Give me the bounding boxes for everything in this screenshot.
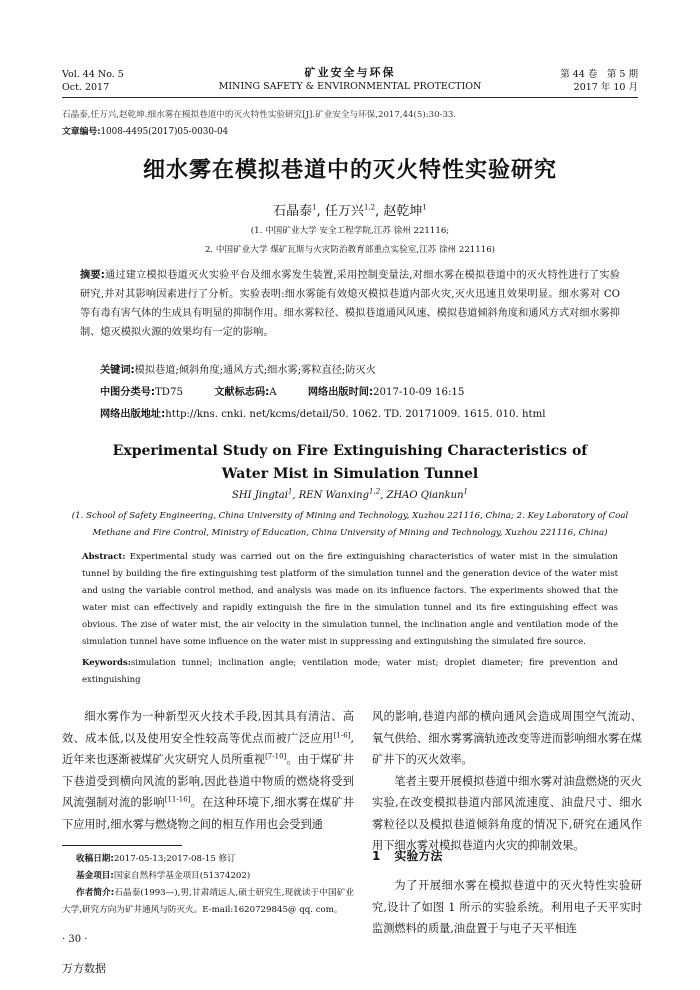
affiliation-en: (1. School of Safety Engineering, China University of Mining and Technology, Xuzhou 221116, China; 2. Key Laboratory of Coal Methane and Fire Control, Ministry of Education, China University of Mining and Technology, Xuzhou 221116, China) [71, 511, 629, 538]
clc-value: TD75 [155, 387, 183, 398]
article-number-label: 文章编号: [62, 127, 101, 137]
keywords-cn-label: 关键词: [100, 365, 135, 376]
section-title: 实验方法 [394, 849, 443, 863]
author-sup: 1,2 [363, 203, 376, 212]
clc-label: 中图分类号: [100, 387, 156, 398]
author-sup: 1 [287, 487, 293, 496]
date-cn: 2017 年 10 月 [573, 82, 638, 93]
date-en: Oct. 2017 [62, 82, 110, 93]
author-name: 任万兴 [324, 204, 364, 219]
text-run: 。在这种环境下,细水雾在煤矿井下应用时,细水雾与燃烧物之间的相互作用也会受到通 [62, 796, 354, 831]
author-name-en: SHI Jingtai [232, 490, 288, 501]
author-name: 石晶泰 [273, 204, 313, 219]
pub-url-link[interactable]: http://kns. cnki. net/kcms/detail/50. 1062. TD. 20171009. 1615. 010. html [165, 409, 546, 420]
author-bio-label: 作者简介: [76, 888, 115, 898]
abstract-cn [80, 266, 620, 342]
header-divider [62, 97, 638, 98]
author-name-en: ZHAO Qiankun [386, 490, 464, 501]
received-label: 收稿日期: [76, 854, 114, 864]
body-right-column-2 [372, 875, 642, 940]
section-heading [372, 847, 442, 864]
author-sup: 1 [422, 203, 427, 212]
abstract-cn-text: 通过建立模拟巷道灭火实验平台及细水雾发生装置,采用控制变量法,对细水雾在模拟巷道中的灭火特性进行了实验研究,并对其影响因素进行了分析。实验表明:细水雾能有效熄灭模拟巷道内部火灾,灭火迅速且效果明显。细水雾对 CO 等有毒有害气体的生成具有明显的抑制作用。细水雾粒径、模拟巷道通风风速、模拟巷道倾斜角度和通风方式对细水雾抑制、熄灭模拟火源的效果均有一定的影响。 [80, 270, 620, 338]
citation: 石晶泰,任万兴,赵乾坤.细水雾在模拟巷道中的灭火特性实验研究[J].矿业安全与环保,2017,44(5):30-33. [62, 110, 457, 120]
text-run: 。由于煤矿井下巷道受到横向风流的影响,因此巷道中物质的燃烧将受到风流强制对流的影响 [62, 753, 354, 809]
keywords-cn [100, 361, 376, 376]
header-volume [62, 68, 124, 94]
affiliations-cn [0, 222, 700, 260]
doc-code-value: A [269, 387, 277, 398]
journal-name-cn: 矿业安全与环保 [304, 66, 396, 79]
body-left-column [62, 706, 354, 835]
paragraph: 笔者主要开展模拟巷道中细水雾对油盘燃烧的灭火实验,在改变模拟巷道内部风流速度、油盘尺寸、细水雾粒径以及模拟巷道倾斜角度的情况下,研究在通风作用下细水雾对模拟巷道内火灾的抑制效果。 [372, 774, 642, 852]
footnote [62, 851, 354, 919]
author-sup: 1,2 [369, 487, 381, 496]
header-journal [180, 66, 520, 94]
volume-cn: 第 44 卷 第 5 期 [560, 69, 638, 80]
footnote-author [62, 885, 354, 919]
pub-time-label: 网络出版时间: [307, 387, 374, 398]
page-title-cn: 细水雾在模拟巷道中的灭火特性实验研究 [142, 158, 557, 183]
author-bio-value: 石晶泰(1993—),男,甘肃靖远人,硕士研究生,现就读于中国矿业大学,研究方向为矿井通风与防灭火。E-mail:1620729845@ qq. com。 [62, 888, 354, 915]
publication-url [100, 405, 546, 420]
authors-cn: 石晶泰$^1$, 任万兴$^{1,2}$, 赵乾坤$^1$ [273, 203, 427, 219]
volume-en: Vol. 44 No. 5 [62, 69, 124, 80]
journal-name-en: MINING SAFETY & ENVIRONMENTAL PROTECTION [218, 81, 482, 92]
affiliation-line: (1. 中国矿业大学 安全工程学院,江苏 徐州 221116; [250, 226, 450, 236]
author-sup: 1 [312, 203, 317, 212]
header-volume-cn [560, 68, 638, 94]
keywords-en [82, 655, 618, 689]
section-number: 1 [372, 849, 381, 863]
doc-code-label: 文献标志码: [214, 387, 270, 398]
author-name: 赵乾坤 [383, 204, 423, 219]
author-sup: 1 [463, 487, 468, 496]
watermark: 万方数据 [62, 962, 106, 975]
affiliation-line: 2. 中国矿业大学 煤矿瓦斯与火灾防治教育部重点实验室,江苏 徐州 221116) [204, 245, 496, 255]
body-right-column [372, 706, 642, 857]
keywords-en-label: Keywords: [82, 658, 131, 668]
received-value: 2017-05-13;2017-08-15 修订 [113, 854, 236, 864]
paragraph: 为了开展细水雾在模拟巷道中的灭火特性实验研究,设计了如图 1 所示的实验系统。利用电子天平实时监测燃料的质量,油盘置于与电子天平相连 [372, 879, 642, 935]
page-number: · 30 · [62, 934, 88, 945]
pub-url-label: 网络出版地址: [100, 409, 166, 420]
paragraph: 风的影响,巷道内部的横向通风会造成周围空气流动、氧气供给、细水雾雾滴轨迹改变等进而影响细水雾在煤矿井下的灭火效率。 [372, 710, 642, 766]
article-number [62, 124, 228, 137]
footnote-received [62, 851, 354, 868]
paragraph [62, 706, 354, 835]
pub-time-value: 2017-10-09 16:15 [373, 387, 465, 398]
page-title-en: Experimental Study on Fire Extinguishing Characteristics of Water Mist in Simulation Tunnel [112, 443, 588, 482]
fund-value: 国家自然科学基金项目(51374202) [113, 871, 251, 881]
abstract-en-text: Experimental study was carried out on the fire extinguishing characteristics of water mist in the simulation tunnel by building the fire extinguishing test platform of the simulation tunnel and the generation device of the water mist and using the variable control method, and analysis was made on its influence factors. The experiments showed that the water mist can effectively and rapidly extinguish the fire in the simulation tunnel and its fire extinguishing effect was obvious. The zise of water mist, the air velocity in the simulation tunnel, the inclination angle and ventilation mode of the simulation tunnel have some influence on the water mist in suppressing and extinguishing the simulated fire source. [82, 552, 619, 647]
author-name-en: REN Wanxing [298, 490, 370, 501]
keywords-cn-text: 模拟巷道;倾斜角度;通风方式;细水雾;雾粒直径;防灭火 [134, 365, 376, 376]
abstract-en [82, 549, 618, 651]
footnote-fund [62, 868, 354, 885]
classification-meta [100, 383, 464, 398]
text-run: ,近年来也逐渐被煤矿火灾研究人员所重视 [62, 731, 354, 766]
fund-label: 基金项目: [76, 871, 114, 881]
reference[interactable]: [7-10] [265, 752, 287, 761]
abstract-en-label: Abstract: [82, 552, 126, 562]
authors-en: SHI Jingtai$^1$, REN Wanxing$^{1,2}$, ZHAO Qiankun$^1$ [232, 487, 468, 501]
reference[interactable]: [11-16] [164, 795, 191, 804]
reference[interactable]: [1-6] [333, 730, 351, 739]
keywords-en-text: simulation tunnel; inclination angle; ventilation mode; water mist; droplet diameter; fire prevention and extinguishing [82, 658, 618, 685]
text-run: 细水雾作为一种新型灭火技术手段,因其具有清洁、高效、成本低,以及使用安全性较高等优点而被广泛应用 [62, 710, 354, 745]
footnote-divider [62, 845, 182, 846]
abstract-cn-label: 摘要: [80, 270, 105, 281]
article-number-value: 1008-4495(2017)05-0030-04 [100, 127, 229, 137]
